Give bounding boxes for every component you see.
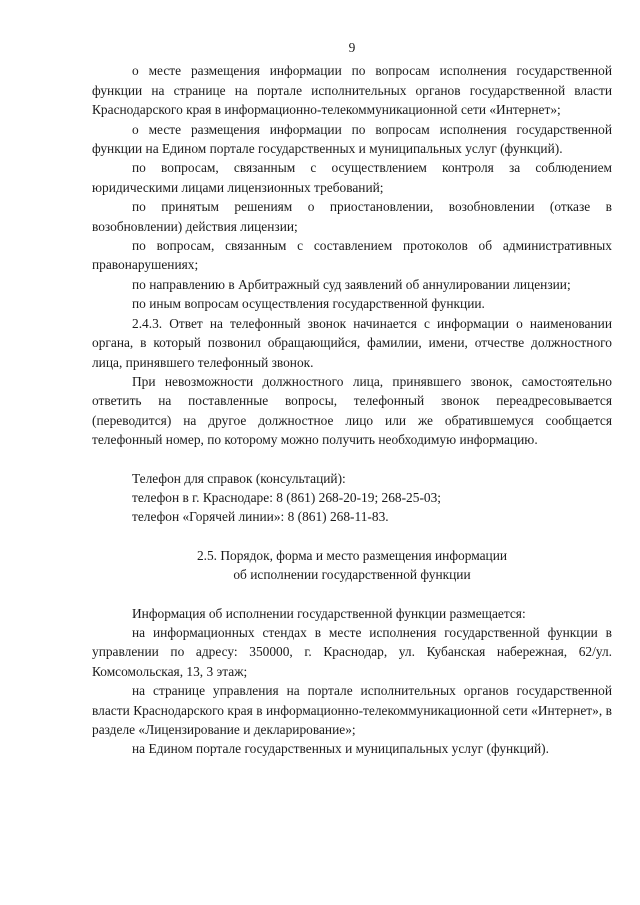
paragraph-info-unified-portal: на Едином портале государственных и муниципальных услуг (функций).	[132, 741, 549, 757]
section-heading-line-2: об исполнении государственной функции	[233, 567, 471, 583]
section-heading-line-1: 2.5. Порядок, форма и место размещения информации	[196, 547, 508, 563]
page-number: 9	[348, 40, 356, 55]
paragraph-license-suspension: по принятым решениям о приостановлении, возобновлении (отказе в возобновлении) действия лицензии;	[92, 199, 612, 234]
paragraph-info-placed: Информация об исполнении государственной функции размещается:	[132, 605, 526, 621]
spacer	[92, 527, 612, 546]
document-page	[92, 38, 612, 759]
paragraph-arbitration: по направлению в Арбитражный суд заявлений об аннулировании лицензии;	[132, 276, 571, 292]
paragraph-2-4-3: 2.4.3. Ответ на телефонный звонок начинается с информации о наименовании органа, в который позвонил обращающийся, фамилии, имени, отчестве должностного лица, принявшего телефонный звонок.	[92, 315, 612, 370]
paragraph-info-placement-portal: о месте размещения информации по вопросам исполнения государственной функции на странице на портале исполнительных органов государственной власти Краснодарского края в информационно-телекоммуникационной сети «Интернет»;	[92, 63, 612, 118]
paragraph-other-questions: по иным вопросам осуществления государственной функции.	[132, 296, 485, 312]
paragraph-protocols: по вопросам, связанным с составлением протоколов об административных правонарушениях;	[92, 238, 612, 273]
spacer	[92, 585, 612, 604]
contacts-hotline-phone: телефон «Горячей линии»: 8 (861) 268-11-83.	[132, 509, 389, 525]
paragraph-info-placement-unified-portal: о месте размещения информации по вопросам исполнения государственной функции на Едином портале государственных и муниципальных услуг (функций).	[92, 121, 612, 157]
paragraph-info-stands: на информационных стендах в месте исполнения государственной функции в управлении по адресу: 350000, г. Краснодар, ул. Кубанская набережная, 62/ул. Комсомольская, 13, 3 этаж;	[92, 624, 612, 679]
paragraph-license-control: по вопросам, связанным с осуществлением контроля за соблюдением юридическими лицами лицензионных требований;	[92, 160, 612, 195]
contacts-title: Телефон для справок (консультаций):	[132, 470, 346, 486]
contacts-krasnodar-phone: телефон в г. Краснодаре: 8 (861) 268-20-19; 268-25-03;	[132, 489, 442, 505]
paragraph-call-redirect: При невозможности должностного лица, принявшего звонок, самостоятельно ответить на поставленные вопросы, телефонный звонок переадресовывается (переводится) на другое должностное лицо или же обратившемуся сообщается телефонный номер, по которому можно получить необходимую информацию.	[92, 373, 612, 448]
spacer	[92, 450, 612, 469]
paragraph-info-department-page: на странице управления на портале исполнительных органов государственной власти Краснодарского края в информационно-телекоммуникационной сети «Интернет», в разделе «Лицензирование и декларирование»;	[92, 683, 612, 737]
